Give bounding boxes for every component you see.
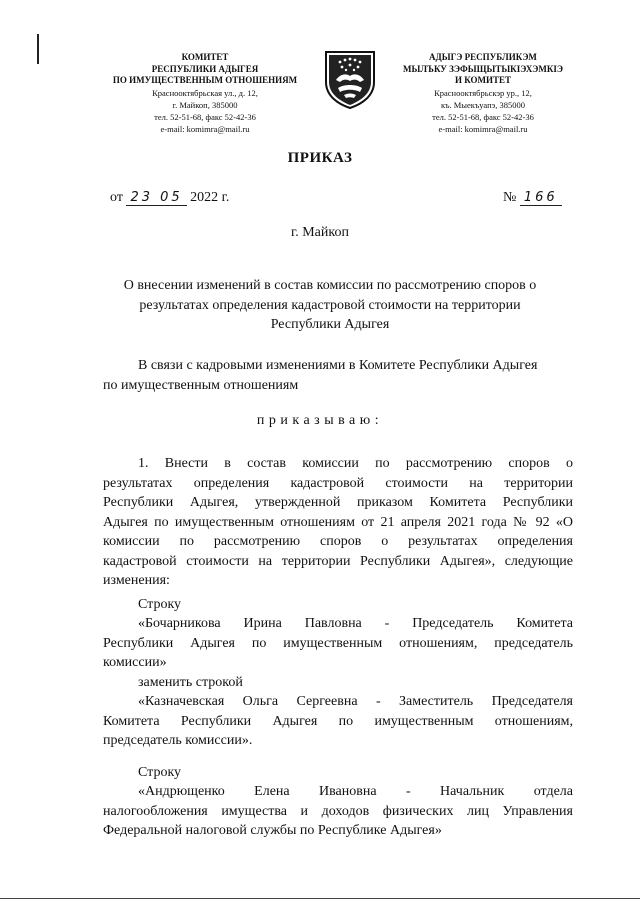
preamble xyxy=(103,356,573,395)
header-left-line: г. Майкоп, 385000 xyxy=(172,99,238,110)
replace-label: заменить строкой xyxy=(138,675,243,690)
header-left-line: e-mail: komimra@mail.ru xyxy=(160,123,250,134)
bottom-rule xyxy=(0,898,640,899)
change-2-old-line: налогообложения имущества и доходов физических лиц Управления xyxy=(103,803,573,819)
coat-of-arms-emblem xyxy=(320,48,380,110)
change-1-old xyxy=(103,614,573,673)
header-right-line: И КОМИТЕТ xyxy=(454,75,512,85)
handwritten-date: 23 05 xyxy=(126,191,186,206)
header-left xyxy=(95,52,315,135)
preamble-line: В связи с кадровыми изменениями в Комитете Республики Адыгея xyxy=(138,358,538,373)
header-left-line: Краснооктябрьская ул., д. 12, xyxy=(152,87,258,98)
change-2-old-line: «Андрющенко Елена Ивановна - Начальник отдела xyxy=(138,784,573,799)
header-left-line: тел. 52-51-68, факс 52-42-36 xyxy=(154,111,256,122)
header-right-line: тел. 52-51-68, факс 52-42-36 xyxy=(432,111,534,122)
header-right-line: АДЫГЭ РЕСПУБЛИКЭМ xyxy=(429,52,537,62)
order-word: приказываю: xyxy=(256,413,384,428)
date-prefix: от xyxy=(110,190,123,205)
item-1-line: Республики Адыгея, утвержденной приказом Комитета Республики xyxy=(103,495,573,510)
header-right xyxy=(383,52,583,135)
change-1-old-line: Республики Адыгея по имущественным отношениям, председатель xyxy=(103,635,573,651)
number-prefix: № xyxy=(503,190,517,205)
change-1-label: Строку xyxy=(138,597,182,612)
change-1-old-line: «Бочарникова Ирина Павловна - Председатель Комитета xyxy=(138,616,573,631)
item-1-line: результатах определения кадастровой стоимости на территории xyxy=(103,475,573,491)
change-1-new-line: «Казначевская Ольга Сергеевна - Заместитель Председателя xyxy=(138,694,573,709)
header-left-line: РЕСПУБЛИКИ АДЫГЕЯ xyxy=(151,63,259,74)
subject-line: Республики Адыгея xyxy=(270,317,390,332)
item-1-line: кадастровой стоимости на территории Республики Адыгея», следующие xyxy=(103,553,573,569)
change-1-old-line: комиссии» xyxy=(103,655,167,670)
header-right-line: e-mail: komimra@mail.ru xyxy=(438,123,528,134)
order-date xyxy=(110,190,229,206)
header-left-line: КОМИТЕТ xyxy=(181,52,229,62)
change-1-new-line: председатель комиссии». xyxy=(103,733,253,748)
item-1 xyxy=(103,454,573,591)
margin-mark xyxy=(37,34,39,64)
header-right-line: къ. Мыекъуапэ, 385000 xyxy=(440,99,526,110)
city-line: г. Майкоп xyxy=(291,225,349,240)
header-right-line: Краснооктябрьскэр ур., 12, xyxy=(434,87,532,98)
item-1-line: Адыгея по имущественным отношениям от 21 апреля 2021 года № 92 «О xyxy=(103,514,573,530)
date-suffix: 2022 г. xyxy=(190,190,230,205)
subject-line: результатах определения кадастровой стоимости на территории xyxy=(139,297,521,313)
change-1-new xyxy=(103,692,573,751)
subject-line: О внесении изменений в состав комиссии по рассмотрению споров о xyxy=(123,278,537,293)
item-1-line: 1. Внести в состав комиссии по рассмотрению споров о xyxy=(138,456,573,471)
order-number xyxy=(503,190,562,206)
document-subject xyxy=(100,276,560,335)
item-1-line: комиссии по рассмотрению споров о результатах определения xyxy=(103,534,573,549)
handwritten-number: 166 xyxy=(520,191,562,206)
header-left-line: ПО ИМУЩЕСТВЕННЫМ ОТНОШЕНИЯМ xyxy=(112,75,298,85)
header-right-line: МЫЛЪКУ ЗЭФЫЩЫТЫКIЭХЭМКIЭ xyxy=(403,63,563,74)
change-2-old-line: Федеральной налоговой службы по Республике Адыгея» xyxy=(103,823,442,838)
change-2-old xyxy=(103,782,573,841)
change-2-label: Строку xyxy=(138,765,182,780)
preamble-line: по имущественным отношениям xyxy=(103,377,299,393)
item-1-line: изменения: xyxy=(103,573,170,588)
document-title: ПРИКАЗ xyxy=(287,150,353,166)
change-1-new-line: Комитета Республики Адыгея по имущественным отношениям, xyxy=(103,713,573,729)
